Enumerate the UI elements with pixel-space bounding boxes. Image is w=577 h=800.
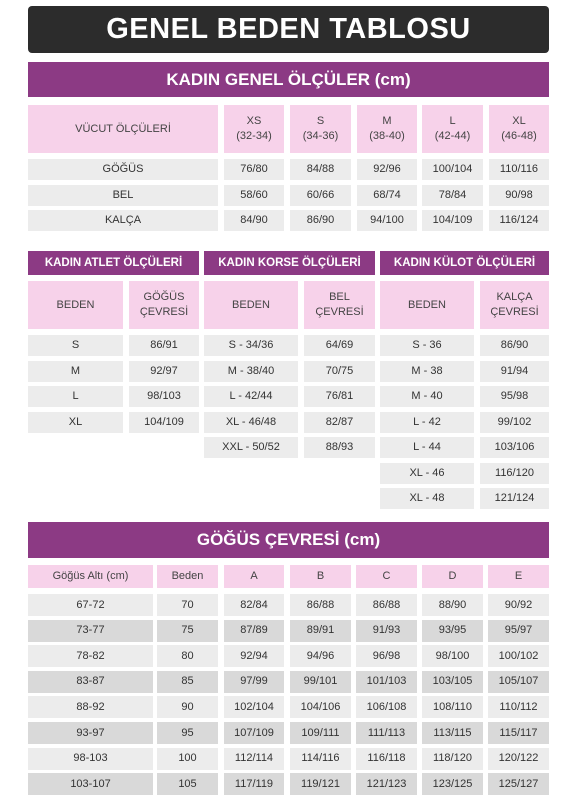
chest-row-label: 93-97 <box>28 722 153 744</box>
kulot-row-value: 99/102 <box>480 412 549 433</box>
chest-cell: 123/125 <box>422 773 483 795</box>
chest-cell: 82/84 <box>224 594 284 616</box>
korse-header-measure: BEL ÇEVRESİ <box>304 281 375 329</box>
atlet-row-size: L <box>28 386 123 407</box>
chest-row-label: 88-92 <box>28 696 153 718</box>
chest-cell: 118/120 <box>422 748 483 770</box>
chest-row-label: 98-103 <box>28 748 153 770</box>
chest-header: Beden <box>157 565 218 588</box>
kulot-row-value: 86/90 <box>480 335 549 356</box>
general-cell: 94/100 <box>357 210 417 231</box>
chest-cell: 112/114 <box>224 748 284 770</box>
atlet-header-beden: BEDEN <box>28 281 123 329</box>
general-size-header: XL (46-48) <box>489 105 549 153</box>
kulot-row-size: M - 40 <box>380 386 474 407</box>
chest-cell: 89/91 <box>290 620 351 642</box>
chest-cell: 97/99 <box>224 671 284 693</box>
atlet-row-value: 86/91 <box>129 335 199 356</box>
chest-cell: 107/109 <box>224 722 284 744</box>
chest-cell: 105 <box>157 773 218 795</box>
atlet-row-value: 92/97 <box>129 361 199 382</box>
general-size-header: XS (32-34) <box>224 105 284 153</box>
atlet-heading: KADIN ATLET ÖLÇÜLERİ <box>28 251 199 275</box>
kulot-row-value: 103/106 <box>480 437 549 458</box>
korse-row-value: 70/75 <box>304 361 375 382</box>
chest-cell: 80 <box>157 645 218 667</box>
chest-header: E <box>488 565 549 588</box>
general-row-label: GÖĞÜS <box>28 159 218 180</box>
chest-cell: 90 <box>157 696 218 718</box>
general-cell: 86/90 <box>290 210 351 231</box>
chest-cell: 116/118 <box>356 748 417 770</box>
kulot-row-size: L - 44 <box>380 437 474 458</box>
general-cell: 104/109 <box>422 210 483 231</box>
atlet-row-value: 98/103 <box>129 386 199 407</box>
korse-header-beden: BEDEN <box>204 281 298 329</box>
chest-cell: 101/103 <box>356 671 417 693</box>
chest-cell: 103/105 <box>422 671 483 693</box>
korse-row-value: 76/81 <box>304 386 375 407</box>
chest-cell: 91/93 <box>356 620 417 642</box>
chest-cell: 108/110 <box>422 696 483 718</box>
general-size-header: S (34-36) <box>290 105 351 153</box>
chest-cell: 92/94 <box>224 645 284 667</box>
atlet-row-size: XL <box>28 412 123 433</box>
kulot-row-value: 116/120 <box>480 463 549 484</box>
chest-header: D <box>422 565 483 588</box>
chest-cell: 93/95 <box>422 620 483 642</box>
chest-cell: 106/108 <box>356 696 417 718</box>
general-cell: 110/116 <box>489 159 549 180</box>
general-row-header: VÜCUT ÖLÇÜLERİ <box>28 105 218 153</box>
chest-row-label: 103-107 <box>28 773 153 795</box>
kulot-row-size: XL - 48 <box>380 488 474 509</box>
general-heading: KADIN GENEL ÖLÇÜLER (cm) <box>28 62 549 97</box>
chest-row-label: 73-77 <box>28 620 153 642</box>
kulot-row-value: 91/94 <box>480 361 549 382</box>
kulot-row-size: XL - 46 <box>380 463 474 484</box>
general-size-header: M (38-40) <box>357 105 417 153</box>
kulot-header-beden: BEDEN <box>380 281 474 329</box>
chest-cell: 96/98 <box>356 645 417 667</box>
chest-cell: 100 <box>157 748 218 770</box>
chest-header: C <box>356 565 417 588</box>
chest-cell: 98/100 <box>422 645 483 667</box>
general-cell: 84/88 <box>290 159 351 180</box>
atlet-row-value: 104/109 <box>129 412 199 433</box>
kulot-row-value: 95/98 <box>480 386 549 407</box>
general-cell: 100/104 <box>422 159 483 180</box>
kulot-heading: KADIN KÜLOT ÖLÇÜLERİ <box>380 251 549 275</box>
chest-cell: 95/97 <box>488 620 549 642</box>
general-cell: 60/66 <box>290 185 351 206</box>
chest-row-label: 67-72 <box>28 594 153 616</box>
atlet-row-size: S <box>28 335 123 356</box>
general-cell: 116/124 <box>489 210 549 231</box>
chest-cell: 105/107 <box>488 671 549 693</box>
chest-cell: 121/123 <box>356 773 417 795</box>
chest-cell: 117/119 <box>224 773 284 795</box>
chest-cell: 125/127 <box>488 773 549 795</box>
kulot-header-measure: KALÇA ÇEVRESİ <box>480 281 549 329</box>
korse-row-size: S - 34/36 <box>204 335 298 356</box>
chest-cell: 114/116 <box>290 748 351 770</box>
chest-header: Göğüs Altı (cm) <box>28 565 153 588</box>
chest-cell: 90/92 <box>488 594 549 616</box>
general-cell: 76/80 <box>224 159 284 180</box>
general-cell: 92/96 <box>357 159 417 180</box>
chest-cell: 99/101 <box>290 671 351 693</box>
general-cell: 68/74 <box>357 185 417 206</box>
page-title: GENEL BEDEN TABLOSU <box>28 6 549 53</box>
korse-row-size: XL - 46/48 <box>204 412 298 433</box>
general-size-header: L (42-44) <box>422 105 483 153</box>
chest-cell: 86/88 <box>290 594 351 616</box>
chest-header: A <box>224 565 284 588</box>
atlet-row-size: M <box>28 361 123 382</box>
korse-row-value: 82/87 <box>304 412 375 433</box>
kulot-row-size: L - 42 <box>380 412 474 433</box>
korse-row-size: M - 38/40 <box>204 361 298 382</box>
chest-cell: 120/122 <box>488 748 549 770</box>
chest-cell: 87/89 <box>224 620 284 642</box>
chest-cell: 70 <box>157 594 218 616</box>
chest-cell: 115/117 <box>488 722 549 744</box>
korse-row-value: 88/93 <box>304 437 375 458</box>
general-row-label: BEL <box>28 185 218 206</box>
korse-heading: KADIN KORSE ÖLÇÜLERİ <box>204 251 375 275</box>
kulot-row-size: M - 38 <box>380 361 474 382</box>
korse-row-size: L - 42/44 <box>204 386 298 407</box>
chest-cell: 100/102 <box>488 645 549 667</box>
chest-cell: 119/121 <box>290 773 351 795</box>
chest-cell: 75 <box>157 620 218 642</box>
kulot-row-value: 121/124 <box>480 488 549 509</box>
korse-row-size: XXL - 50/52 <box>204 437 298 458</box>
chest-cell: 110/112 <box>488 696 549 718</box>
kulot-row-size: S - 36 <box>380 335 474 356</box>
general-cell: 58/60 <box>224 185 284 206</box>
chest-row-label: 83-87 <box>28 671 153 693</box>
general-cell: 90/98 <box>489 185 549 206</box>
chest-cell: 102/104 <box>224 696 284 718</box>
chest-cell: 111/113 <box>356 722 417 744</box>
korse-row-value: 64/69 <box>304 335 375 356</box>
chest-cell: 113/115 <box>422 722 483 744</box>
chest-cell: 95 <box>157 722 218 744</box>
general-cell: 84/90 <box>224 210 284 231</box>
chest-cell: 109/111 <box>290 722 351 744</box>
general-cell: 78/84 <box>422 185 483 206</box>
chest-cell: 88/90 <box>422 594 483 616</box>
chest-header: B <box>290 565 351 588</box>
chest-cell: 86/88 <box>356 594 417 616</box>
chest-heading: GÖĞÜS ÇEVRESİ (cm) <box>28 522 549 558</box>
atlet-header-measure: GÖĞÜS ÇEVRESİ <box>129 281 199 329</box>
general-row-label: KALÇA <box>28 210 218 231</box>
chest-row-label: 78-82 <box>28 645 153 667</box>
chest-cell: 94/96 <box>290 645 351 667</box>
chest-cell: 85 <box>157 671 218 693</box>
chest-cell: 104/106 <box>290 696 351 718</box>
